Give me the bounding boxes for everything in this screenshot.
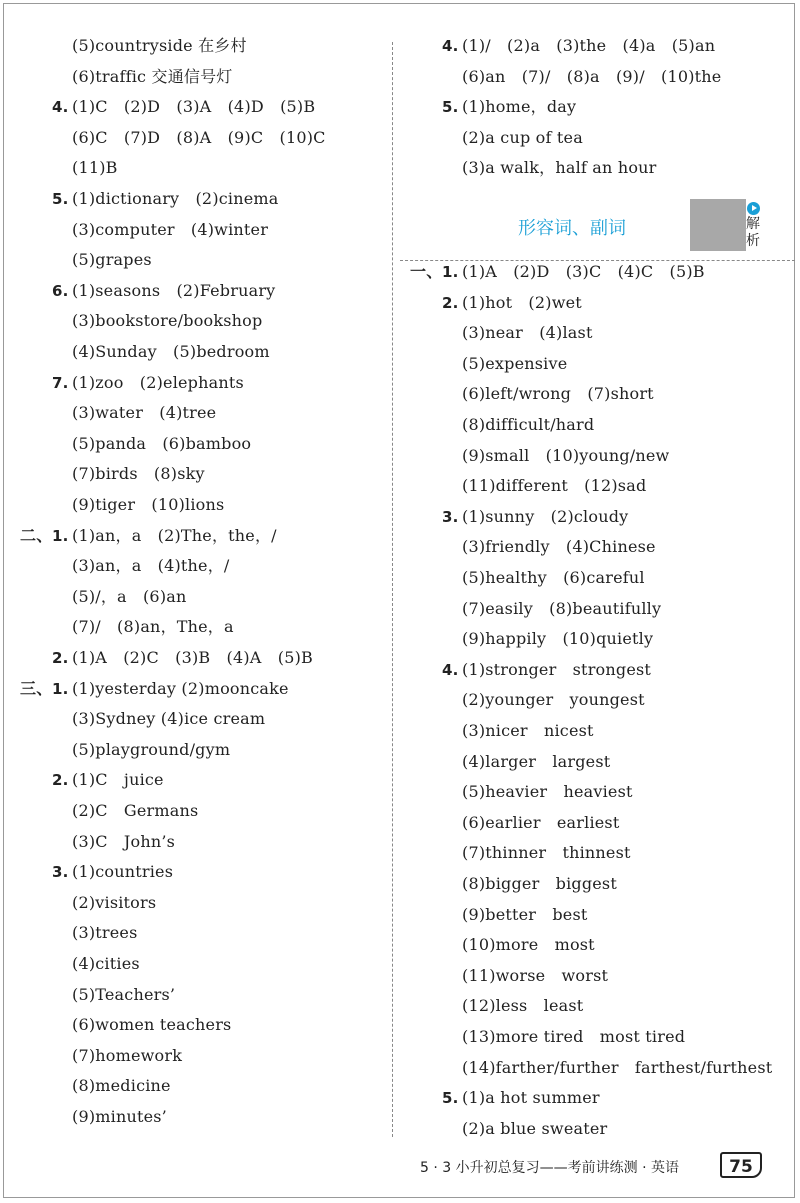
question-number: 2. [442, 293, 459, 312]
answer-line: (14)farther/further farthest/furthest [462, 1057, 773, 1077]
question-number: 4. [52, 98, 69, 117]
answer-line: (5)expensive [462, 353, 568, 373]
answer-line: (2)C Germans [72, 801, 199, 820]
answer-line: (13)more tired most tired [462, 1027, 686, 1046]
answer-line: (1)A (2)C (3)B (4)A (5)B [72, 648, 313, 667]
analysis-label: 解析 [746, 216, 760, 249]
page-number: 75 [720, 1152, 762, 1178]
question-number: 7. [52, 373, 69, 392]
answer-line: (3)bookstore/bookshop [72, 311, 263, 331]
answer-line: (11)worse worst [462, 965, 609, 985]
play-icon [747, 202, 760, 215]
answer-line: (6)earlier earliest [462, 812, 620, 832]
section-marker: 二、 [20, 525, 53, 545]
answer-line: (5)heavier heaviest [462, 782, 633, 802]
answer-line: (6)left/wrong (7)short [462, 384, 654, 404]
answer-line: (8)difficult/hard [462, 415, 595, 434]
answer-line: (3)water (4)tree [72, 403, 217, 423]
answer-line: (1)A (2)D (3)C (4)C (5)B [462, 262, 705, 281]
answer-line: (5)/，a (6)an [72, 586, 187, 606]
answer-line: (3)friendly (4)Chinese [462, 537, 656, 557]
answer-line: (1)C juice [72, 770, 164, 790]
answer-line: (5)panda (6)bamboo [72, 433, 252, 453]
question-number: 5. [442, 98, 459, 117]
answer-line: (2)younger youngest [462, 690, 645, 710]
answer-line: (7)homework [72, 1045, 183, 1065]
section-marker: 三、 [20, 678, 53, 698]
question-number: 1. [52, 679, 69, 698]
question-number: 3. [52, 863, 69, 882]
answer-line: (1)zoo (2)elephants [72, 372, 244, 392]
answer-line: (7)thinner thinnest [462, 843, 631, 863]
answer-line: (1)stronger strongest [462, 659, 652, 679]
answer-line: (6)an (7)/ (8)a (9)/ (10)the [462, 66, 722, 86]
answer-line: (8)medicine [72, 1076, 171, 1096]
footer-text: 5 · 3 小升初总复习——考前讲练测 · 英语 [420, 1160, 679, 1176]
answer-line: (3)computer (4)winter [72, 219, 269, 239]
section-title: 形容词、副词 [518, 218, 626, 239]
column-divider [392, 42, 393, 1137]
question-number: 5. [442, 1089, 459, 1108]
answer-line: (11)different (12)sad [462, 476, 647, 496]
question-number: 1. [442, 263, 459, 281]
question-number: 5. [52, 190, 69, 208]
answer-line: (11)B [72, 158, 118, 178]
answer-line: (3)trees [72, 923, 138, 943]
answer-line: (3)C John’s [72, 831, 176, 851]
answer-line: (5)healthy (6)careful [462, 568, 645, 587]
answer-line: (9)small (10)young/new [462, 445, 670, 465]
answer-line: (9)tiger (10)lions [72, 495, 225, 514]
answer-line: (4)larger largest [462, 751, 611, 771]
answer-line: (1)hot (2)wet [462, 292, 582, 312]
answer-line: (1)a hot summer [462, 1088, 600, 1108]
question-number: 4. [442, 37, 459, 55]
answer-line: (4)cities [72, 954, 140, 973]
answer-line: (12)less least [462, 996, 584, 1016]
section-divider [400, 260, 795, 261]
answer-line: (1)countries [72, 862, 174, 882]
answer-line: (4)Sunday (5)bedroom [72, 342, 270, 361]
answer-line: (6)women teachers [72, 1015, 232, 1035]
answer-line: (8)bigger biggest [462, 874, 617, 893]
answer-line: (1)an，a (2)The，the，/ [72, 525, 277, 545]
question-number: 4. [442, 660, 459, 679]
answer-line: (9)happily (10)quietly [462, 629, 654, 649]
answer-line: (7)birds (8)sky [72, 464, 205, 484]
answer-line: (7)/ (8)an，The，a [72, 617, 234, 637]
section-marker: 一、 [410, 262, 443, 281]
answer-line: (7)easily (8)beautifully [462, 598, 662, 618]
answer-line: (2)a cup of tea [462, 127, 583, 147]
gray-block [690, 199, 746, 251]
question-number: 2. [52, 771, 69, 790]
answer-line: (3)Sydney (4)ice cream [72, 709, 266, 729]
answer-line: (1)sunny (2)cloudy [462, 506, 629, 526]
answer-line: (6)C (7)D (8)A (9)C (10)C [72, 127, 326, 147]
answer-line: (6)traffic 交通信号灯 [72, 66, 233, 86]
answer-line: (3)an，a (4)the，/ [72, 556, 230, 576]
answer-line: (5)countryside 在乡村 [72, 36, 247, 55]
answer-line: (5)playground/gym [72, 739, 231, 759]
answer-line: (5)Teachers’ [72, 984, 176, 1004]
answer-line: (1)home，day [462, 97, 577, 117]
answer-line: (3)a walk，half an hour [462, 158, 657, 178]
question-number: 1. [52, 526, 69, 545]
answer-line: (1)C (2)D (3)A (4)D (5)B [72, 97, 316, 117]
answer-line: (10)more most [462, 935, 595, 955]
answer-line: (1)yesterday (2)mooncake [72, 678, 289, 698]
answer-line: (9)better best [462, 904, 588, 924]
answer-line: (1)/ (2)a (3)the (4)a (5)an [462, 36, 716, 55]
question-number: 3. [442, 507, 459, 526]
question-number: 2. [52, 649, 69, 667]
answer-line: (2)visitors [72, 892, 157, 912]
question-number: 6. [52, 281, 69, 300]
answer-line: (1)dictionary (2)cinema [72, 189, 279, 208]
answer-line: (1)seasons (2)February [72, 280, 276, 300]
answer-line: (3)near (4)last [462, 323, 593, 343]
answer-line: (3)nicer nicest [462, 721, 594, 740]
answer-line: (9)minutes’ [72, 1107, 167, 1126]
answer-line: (5)grapes [72, 250, 152, 270]
answer-line: (2)a blue sweater [462, 1118, 608, 1138]
